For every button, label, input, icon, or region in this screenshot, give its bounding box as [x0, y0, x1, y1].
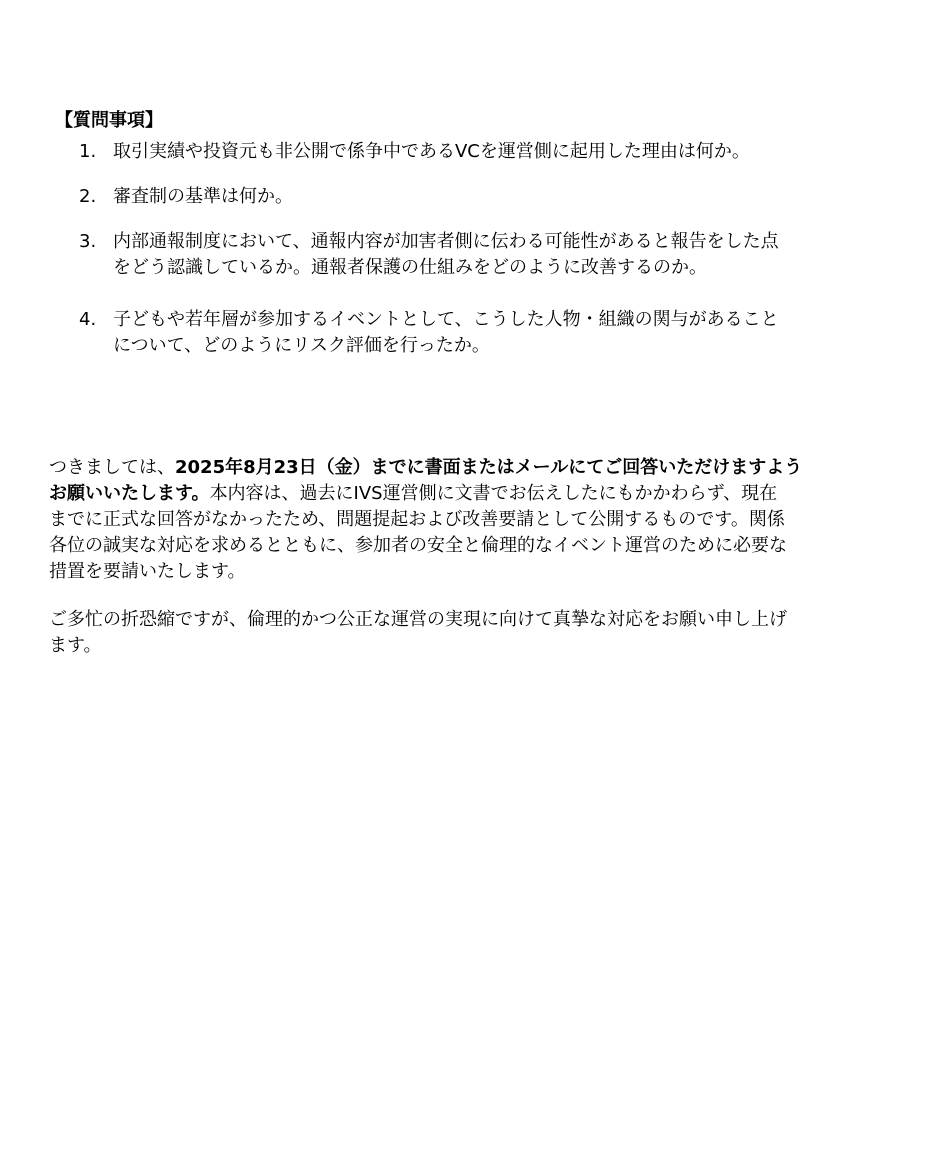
- question-line: 取引実績や投資元も非公開で係争中であるVCを運営側に起用した理由は何か。: [113, 141, 750, 162]
- question-line: について、どのようにリスク評価を行ったか。: [113, 335, 490, 356]
- closing-paragraph-2: [49, 607, 879, 659]
- section-heading: 【質問事項】: [55, 110, 163, 131]
- question-number: 3.: [79, 231, 97, 252]
- question-number: 4.: [79, 309, 97, 330]
- question-text: [113, 229, 873, 281]
- request-emphasis: お願いいたします。: [49, 483, 210, 504]
- closing-text: 本内容は、過去にIVS運営側に文書でお伝えしたにもかかわらず、現在: [209, 483, 778, 504]
- closing-line: [49, 481, 879, 507]
- question-text: [113, 139, 873, 165]
- closing-line: までに正式な回答がなかったため、問題提起および改善要請として公開するものです。関係: [49, 509, 785, 530]
- closing-line: ます。: [49, 635, 102, 656]
- question-text: [113, 307, 873, 359]
- question-number: 2.: [79, 186, 97, 207]
- closing-line: ご多忙の折恐縮ですが、倫理的かつ公正な運営の実現に向けて真摯な対応をお願い申し上げ: [49, 609, 787, 630]
- deadline-emphasis: 2025年8月23日（金）までに書面またはメールにてご回答いただけますよう: [175, 457, 803, 478]
- closing-paragraph-1: [49, 455, 879, 585]
- question-line: 子どもや若年層が参加するイベントとして、こうした人物・組織の関与があること: [113, 309, 779, 330]
- closing-line: [49, 455, 879, 481]
- closing-line: 措置を要請いたします。: [49, 561, 246, 582]
- question-line: 審査制の基準は何か。: [113, 186, 293, 207]
- question-number: 1.: [79, 141, 97, 162]
- question-line: 内部通報制度において、通報内容が加害者側に伝わる可能性があると報告をした点: [113, 231, 779, 252]
- closing-line: 各位の誠実な対応を求めるとともに、参加者の安全と倫理的なイベント運営のために必要な: [49, 535, 787, 556]
- question-text: [113, 184, 873, 210]
- closing-text: つきましては、: [49, 457, 175, 478]
- question-line: をどう認識しているか。通報者保護の仕組みをどのように改善するのか。: [113, 257, 707, 278]
